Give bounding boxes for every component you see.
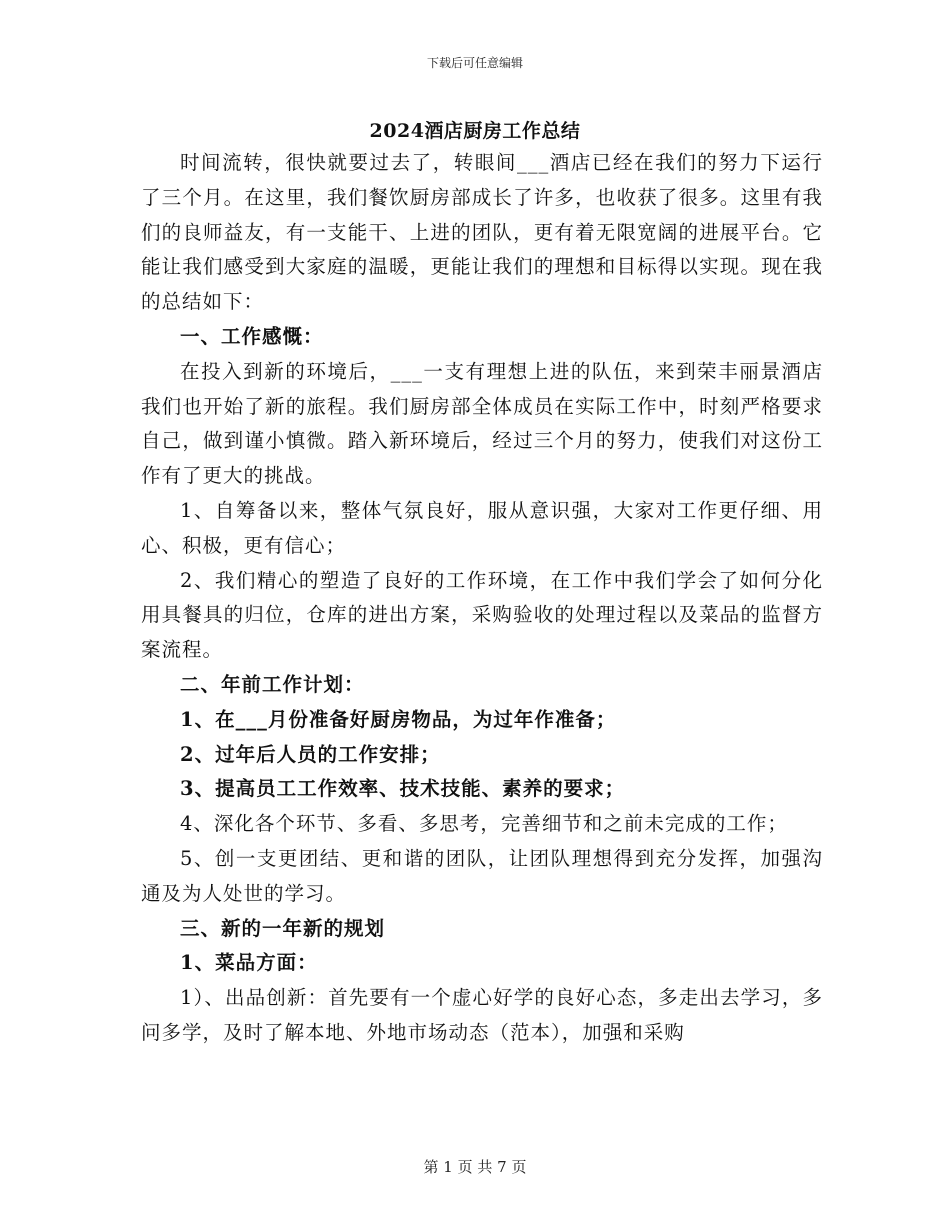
document-body: [141, 146, 823, 1051]
section-heading: 1、菜品方面：: [180, 951, 318, 975]
section-heading: 二、年前工作计划：: [180, 672, 365, 696]
section-heading: 2、过年后人员的工作安排；: [180, 742, 441, 766]
section-heading: 1、在___月份准备好厨房物品，为过年作准备；: [180, 707, 617, 731]
paragraph: 在投入到新的环境后，___一支有理想上进的队伍，来到荣丰丽景酒店我们也开始了新的旅程。我们厨房部全体成员在实际工作中，时刻严格要求自己，做到谨小慎微。踏入新环境后，经过三个月的努力，使我们对这份工作有了更大的挑战。: [141, 359, 823, 488]
paragraph: 4、深化各个环节、多看、多思考，完善细节和之前未完成的工作；: [180, 812, 788, 836]
section-heading: 三、新的一年新的规划: [180, 916, 386, 940]
document-title: 2024酒店厨房工作总结: [369, 120, 581, 142]
section-heading: 一、工作感慨：: [180, 324, 324, 348]
paragraph: 5、创一支更团结、更和谐的团队，让团队理想得到充分发挥，加强沟通及为人处世的学习。: [141, 846, 823, 905]
page-number-footer: 第 1 页 共 7 页: [423, 1158, 527, 1176]
paragraph: 时间流转，很快就要过去了，转眼间___酒店已经在我们的努力下运行了三个月。在这里，我们餐饮厨房部成长了许多，也收获了很多。这里有我们的良师益友，有一支能干、上进的团队，更有着无限宽阔的进展平台。它能让我们感受到大家庭的温暖，更能让我们的理想和目标得以实现。现在我的总结如下：: [141, 151, 823, 314]
paragraph: 2、我们精心的塑造了良好的工作环境，在工作中我们学会了如何分化用具餐具的归位，仓库的进出方案，采购验收的处理过程以及菜品的监督方案流程。: [141, 568, 823, 662]
header-note: 下载后可任意编辑: [426, 56, 523, 70]
section-heading: 3、提高员工工作效率、技术技能、素养的要求；: [180, 777, 626, 801]
paragraph: 1）、出品创新：首先要有一个虚心好学的良好心态，多走出去学习，多问多学，及时了解本地、外地市场动态（范本），加强和采购: [141, 986, 823, 1044]
paragraph: 1、自筹备以来，整体气氛良好，服从意识强，大家对工作更仔细、用心、积极，更有信心；: [141, 498, 823, 557]
